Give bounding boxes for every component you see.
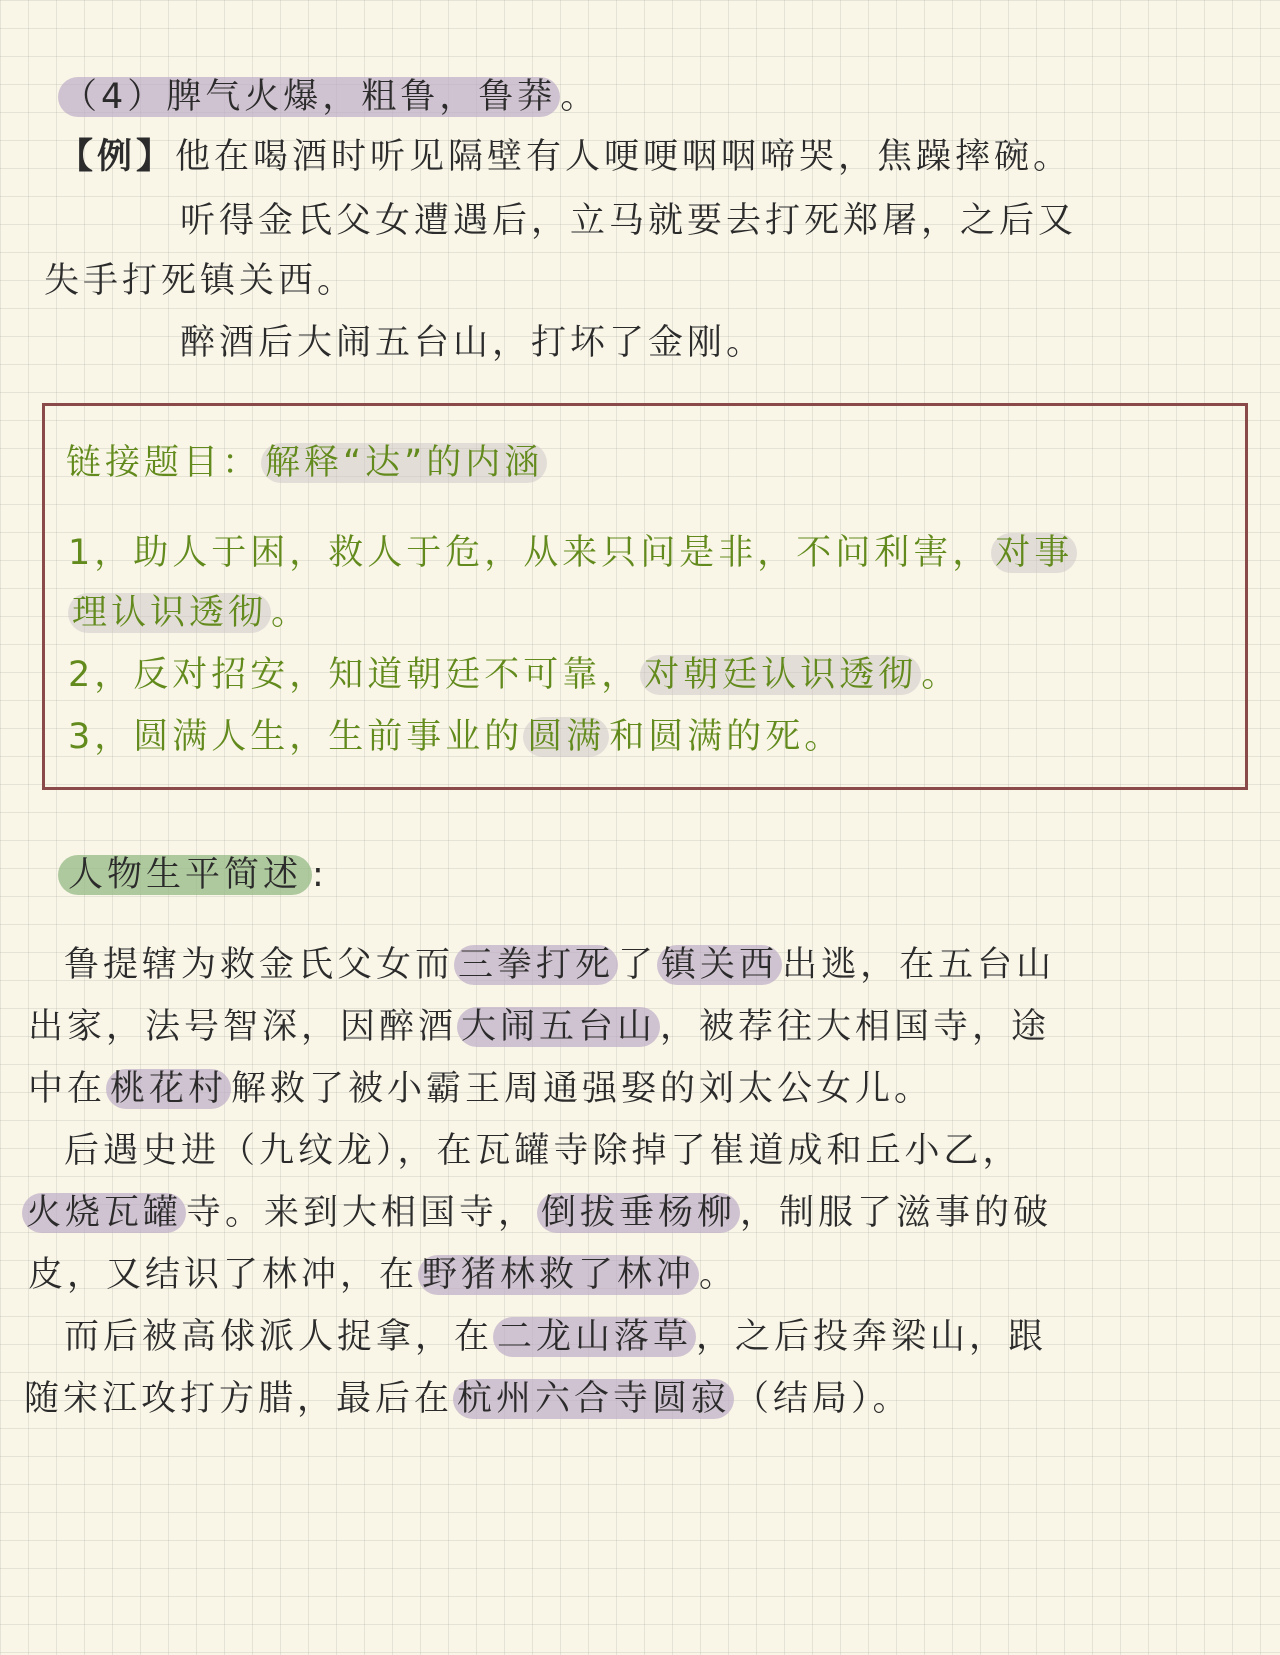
box-title-question: 解释“达”的内涵 [261, 443, 547, 483]
heading-temperament-text: （4）脾气火爆，粗鲁，鲁莽 [58, 77, 560, 117]
bio-line-1: 鲁提辖为救金氏父女而 三拳打死 了 镇关西 出逃，在五台山 [64, 945, 1056, 985]
box-title-label: 链接题目： [66, 443, 262, 483]
bio-line-7: 而后被高俅派人捉拿，在 二龙山落草 ，之后投奔梁山，跟 [64, 1317, 1048, 1357]
bio-line-6: 皮，又结识了林冲，在 野猪林救了林冲 。 [28, 1255, 739, 1295]
heading-temperament: （4）脾气火爆，粗鲁，鲁莽 。 [58, 72, 599, 122]
box-item-3: 3，圆满人生，生前事业的 圆满 和圆满的死。 [68, 717, 844, 757]
bio-line-3: 中在 桃花村 解救了被小霸王周通强娶的刘太公女儿。 [28, 1069, 934, 1109]
example-line-3: 失手打死镇关西。 [44, 261, 357, 301]
bio-line-8: 随宋江攻打方腊，最后在 杭州六合寺圆寂 （结局）。 [24, 1379, 912, 1419]
bio-line-4: 后遇史进（九纹龙），在瓦罐寺除掉了崔道成和丘小乙， [64, 1131, 1022, 1171]
example-line-1: 【例】他在喝酒时听见隔壁有人哽哽咽咽啼哭，焦躁摔碗。 [58, 137, 1073, 177]
example-tag: 【例】 [58, 137, 176, 177]
box-item-1: 1，助人于困，救人于危，从来只问是非，不问利害， 对事 [68, 528, 1077, 578]
box-title [66, 438, 547, 488]
bio-line-2: 出家，法号智深，因醉酒 大闹五台山 ，被荐往大相国寺，途 [28, 1007, 1051, 1047]
example-line-4: 醉酒后大闹五台山，打坏了金刚。 [180, 323, 766, 363]
box-item-1-cont: 理认识透彻 。 [68, 588, 310, 638]
box-item-2: 2，反对招安，知道朝廷不可靠， 对朝廷认识透彻 。 [68, 655, 961, 695]
bio-heading-text: 人物生平简述 [58, 855, 312, 895]
bio-line-5: 火烧瓦罐 寺。来到大相国寺， 倒拔垂杨柳 ，制服了滋事的破 [22, 1188, 1052, 1238]
bio-heading: 人物生平简述 : [58, 850, 328, 900]
example-line-2: 听得金氏父女遭遇后，立马就要去打死郑屠，之后又 [180, 201, 1078, 241]
